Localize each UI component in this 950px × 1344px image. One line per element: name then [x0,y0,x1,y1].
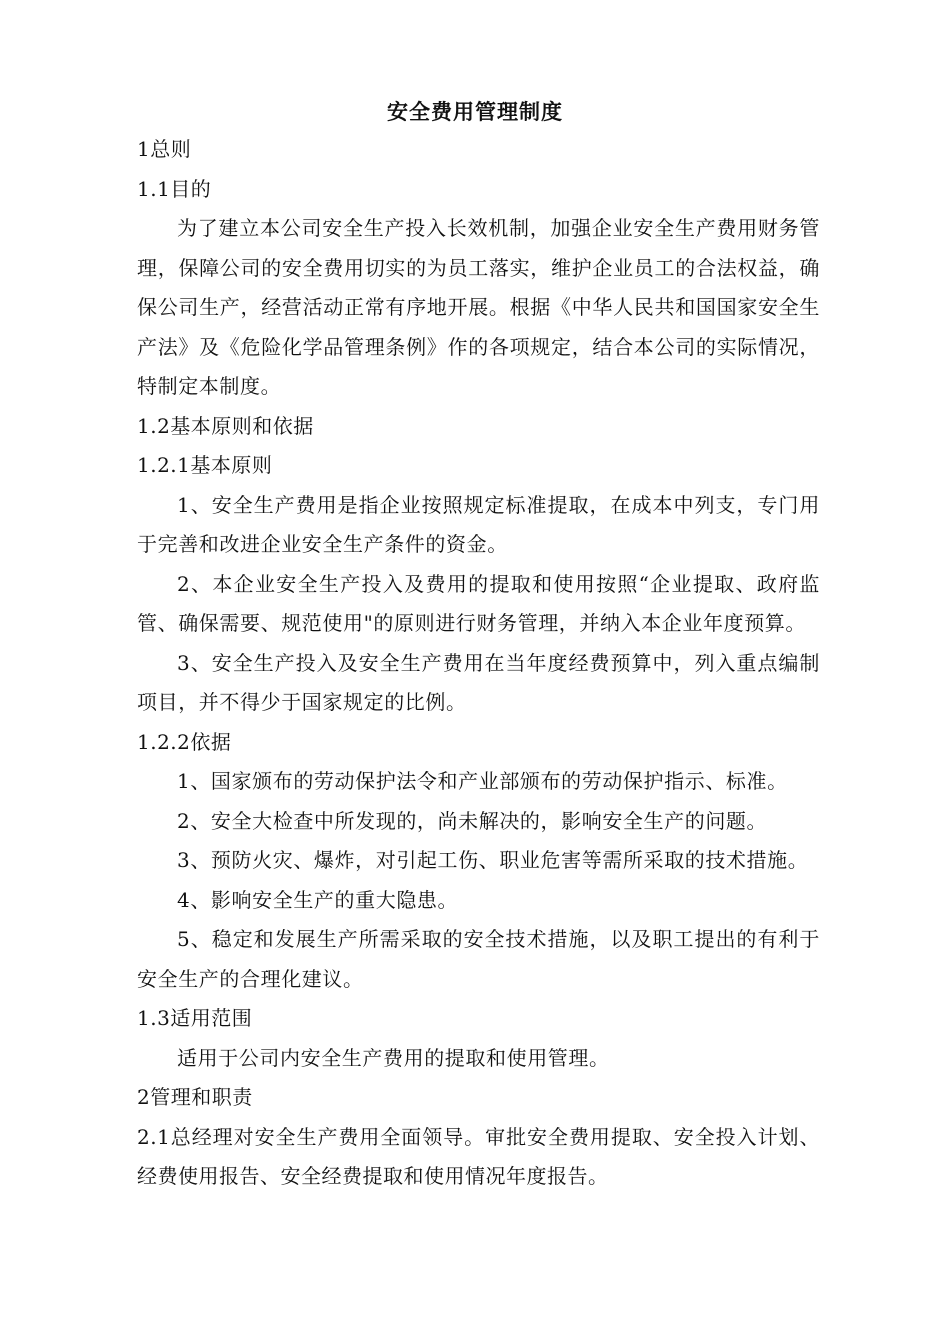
section-heading: 2管理和职责 [137,1085,253,1109]
section-heading: 1总则 [137,137,192,161]
section-heading: 1.1目的 [137,176,212,201]
section-heading: 2.1总经理对安全生产费用全面领导。审批安全费用提取、安全投入计划、经费使用报告、安全经费提取和使用情况年度报告。 [137,1124,820,1188]
section-heading: 1.2.2依据 [137,729,232,754]
paragraph: 3、安全生产投入及安全生产费用在当年度经费预算中，列入重点编制项目，并不得少于国家规定的比例。 [137,650,820,714]
paragraph: 1、国家颁布的劳动保护法令和产业部颁布的劳动保护指示、标准。 [177,769,788,793]
paragraph: 1、安全生产费用是指企业按照规定标准提取，在成本中列支，专门用于完善和改进企业安全生产条件的资金。 [137,492,820,556]
section-heading: 1.3适用范围 [137,1006,253,1030]
document-title: 安全费用管理制度 [387,100,563,124]
paragraph: 5、稳定和发展生产所需采取的安全技术措施，以及职工提出的有利于安全生产的合理化建议。 [137,927,820,991]
paragraph: 2、安全大检查中所发现的，尚未解决的，影响安全生产的问题。 [177,808,768,833]
paragraph: 2、本企业安全生产投入及费用的提取和使用按照“企业提取、政府监管、确保需要、规范使用"的原则进行财务管理，并纳入本企业年度预算。 [137,571,820,635]
section-heading: 1.2基本原则和依据 [137,413,314,438]
paragraph: 4、影响安全生产的重大隐患。 [177,887,459,912]
paragraph: 3、预防火灾、爆炸，对引起工伤、职业危害等需所采取的技术措施。 [177,848,809,872]
section-heading: 1.2.1基本原则 [137,453,273,477]
paragraph: 为了建立本公司安全生产投入长效机制，加强企业安全生产费用财务管理，保障公司的安全费用切实的为员工落实，维护企业员工的合法权益，确保公司生产，经营活动正常有序地开展。根据《中华人民共和国国家安全生产法》及《危险化学品管理条例》作的各项规定，结合本公司的实际情况，特制定本制度。 [137,216,820,398]
document-body [137,130,820,1197]
paragraph: 适用于公司内安全生产费用的提取和使用管理。 [177,1045,610,1070]
